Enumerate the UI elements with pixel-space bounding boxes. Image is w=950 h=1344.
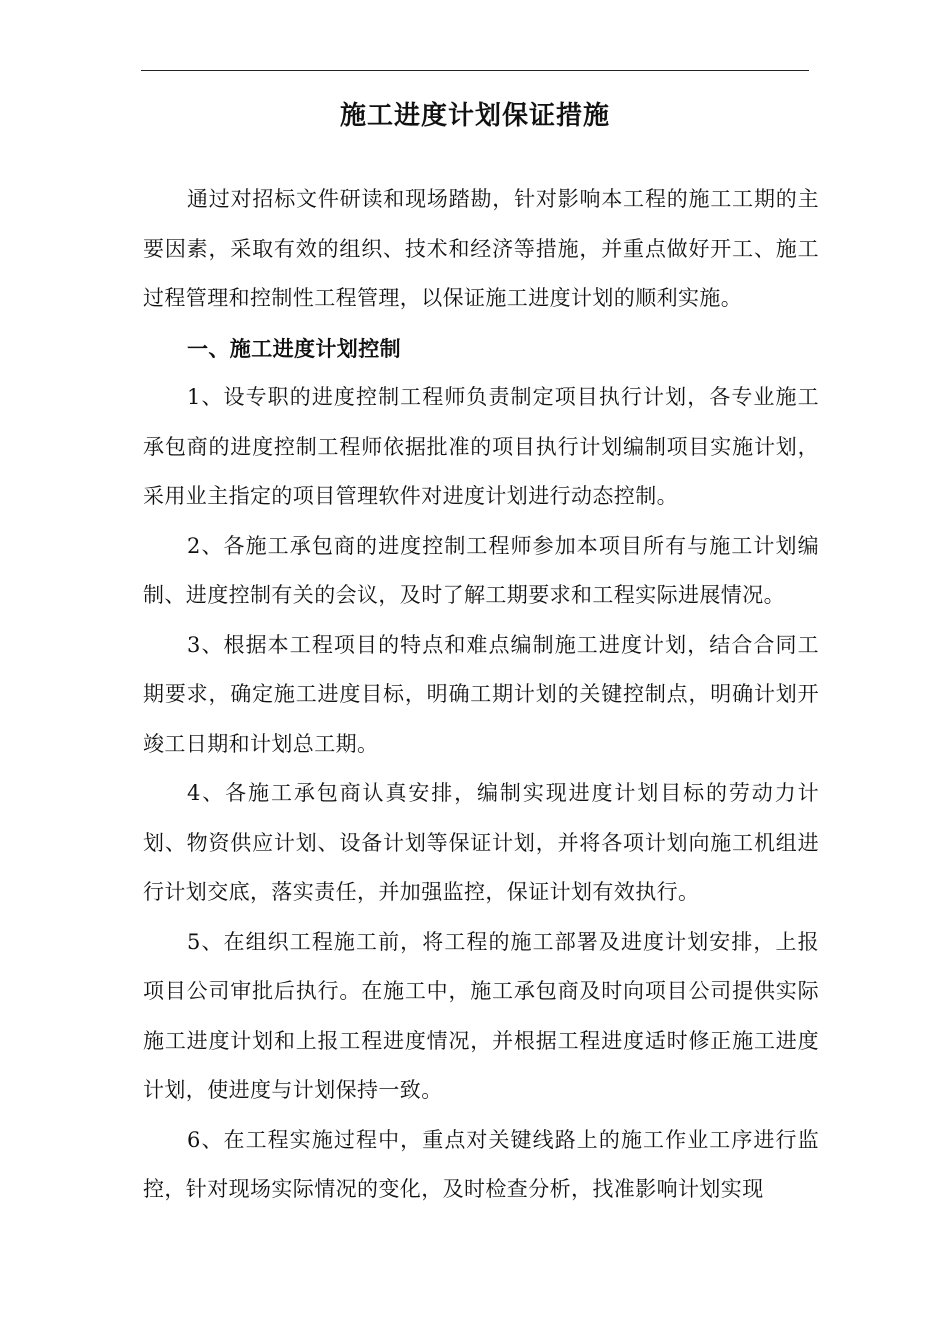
paragraph-item-5: 5、在组织工程施工前，将工程的施工部署及进度计划安排，上报项目公司审批后执行。在施工中，施工承包商及时向项目公司提供实际施工进度计划和上报工程进度情况，并根据工程进度适时修正施工进度计划，使进度与计划保持一致。 xyxy=(143,929,819,1102)
section-heading: 一、施工进度计划控制 xyxy=(187,335,401,361)
paragraph-intro: 通过对招标文件研读和现场踏勘，针对影响本工程的施工工期的主要因素，采取有效的组织、技术和经济等措施，并重点做好开工、施工过程管理和控制性工程管理，以保证施工进度计划的顺利实施。 xyxy=(143,187,819,310)
paragraph-item-2: 2、各施工承包商的进度控制工程师参加本项目所有与施工计划编制、进度控制有关的会议，及时了解工期要求和工程实际进展情况。 xyxy=(143,533,819,607)
paragraph-item-6: 6、在工程实施过程中，重点对关键线路上的施工作业工序进行监控，针对现场实际情况的变化，及时检查分析，找准影响计划实现 xyxy=(143,1127,819,1201)
paragraph-item-4: 4、各施工承包商认真安排，编制实现进度计划目标的劳动力计划、物资供应计划、设备计划等保证计划，并将各项计划向施工机组进行计划交底，落实责任，并加强监控，保证计划有效执行。 xyxy=(143,781,819,904)
document-body xyxy=(143,175,819,1215)
document-title: 施工进度计划保证措施 xyxy=(339,101,610,131)
header-rule xyxy=(141,70,809,71)
paragraph-item-1: 1、设专职的进度控制工程师负责制定项目执行计划，各专业施工承包商的进度控制工程师依据批准的项目执行计划编制项目实施计划，采用业主指定的项目管理软件对进度计划进行动态控制。 xyxy=(143,385,819,508)
paragraph-item-3: 3、根据本工程项目的特点和难点编制施工进度计划，结合合同工期要求，确定施工进度目标，明确工期计划的关键控制点，明确计划开竣工日期和计划总工期。 xyxy=(143,632,819,756)
